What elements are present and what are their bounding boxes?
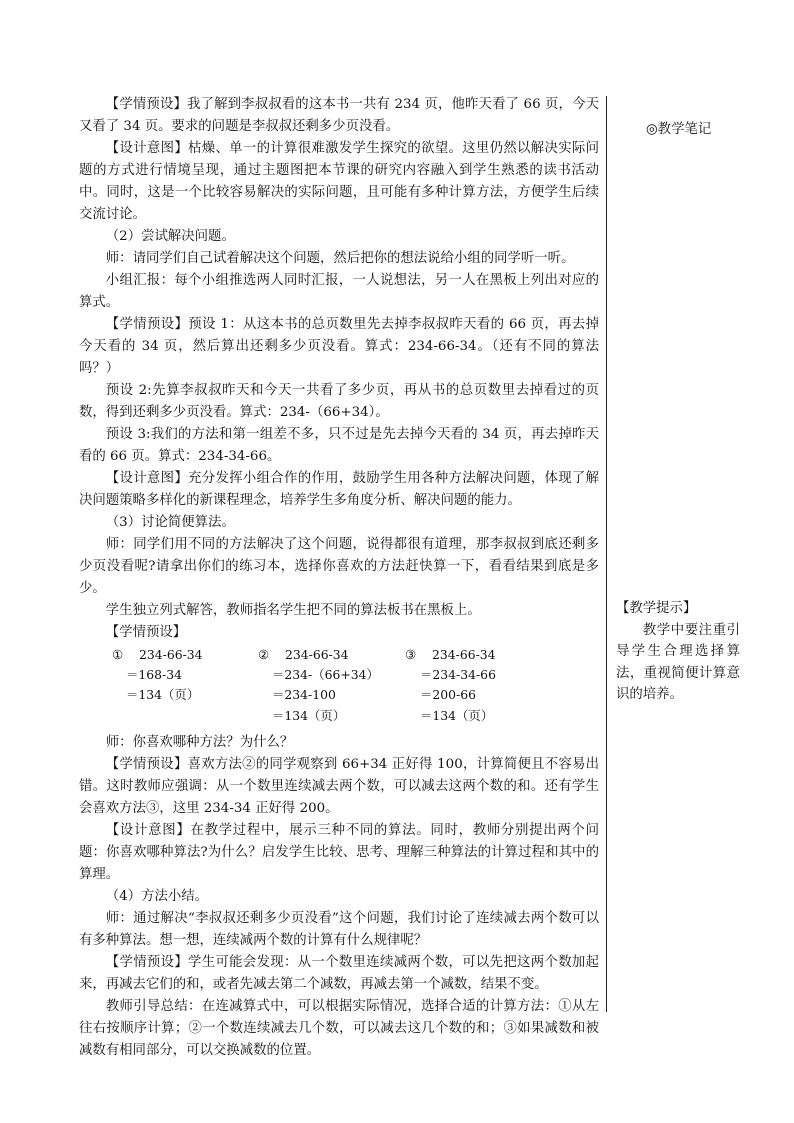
teaching-tip-title: 【教学提示】 <box>616 601 697 616</box>
method-3-step-3: ＝134（页） <box>420 708 494 723</box>
section-heading-3: （3）讨论简便算法。 <box>105 515 235 530</box>
column-divider <box>606 96 607 1012</box>
section-heading-4: （4）方法小结。 <box>105 889 209 904</box>
method-1-step-2: ＝134（页） <box>126 687 200 702</box>
paragraph-design-intent-2: 【设计意图】充分发挥小组合作的作用，鼓励学生用各种方法解决问题，体现了解决问题策略多样化的新课程理念，培养学生多角度分析、解决问题的能力。 <box>79 471 599 508</box>
method-3-expression: 234-66-34 <box>432 647 496 662</box>
paragraph-teacher-ask-preference: 师：你喜欢哪种方法？为什么？ <box>105 735 294 750</box>
section-heading-2: （2）尝试解决问题。 <box>105 229 235 244</box>
teaching-tip-text: 教学中要注重引导学生合理选择算法，重视简便计算意识的培养。 <box>616 622 740 702</box>
method-1-expression: 234-66-34 <box>139 647 203 662</box>
paragraph-student-solve: 学生独立列式解答，教师指名学生把不同的算法板书在黑板上。 <box>105 603 481 618</box>
paragraph-teacher-question: 师：同学们用不同的方法解决了这个问题，说得都很有道理，那李叔叔到底还剩多少页没看呢?请拿出你们的练习本，选择你喜欢的方法赶快算一下，看看结果到底是多少。 <box>79 537 599 596</box>
teaching-tip-box <box>616 598 740 706</box>
paragraph-student-preview-3: 【学情预设】学生可能会发现：从一个数里连续减两个数，可以先把这两个数加起来，再减去它们的和，或者先减去第二个减数，再减去第一个减数，结果不变。 <box>79 955 599 992</box>
paragraph-teacher-summary-question: 师：通过解决“李叔叔还剩多少页没看”这个问题，我们讨论了连续减去两个数可以有多种算法。想一想，连续减两个数的计算有什么规律呢？ <box>79 911 599 948</box>
lesson-body <box>79 94 599 1062</box>
method-3-step-1: ＝234-34-66 <box>420 667 496 682</box>
paragraph-group-report: 小组汇报：每个小组推选两人同时汇报，一人说想法，另一人在黑板上列出对应的算式。 <box>79 273 599 310</box>
paragraph-teacher-summary: 教师引导总结：在连减算式中，可以根据实际情况，选择合适的计算方法：①从左往右按顺序计算；②一个数连续减去几个数，可以减去这几个数的和；③如果减数和被减数有相同部分，可以交换减数的位置。 <box>79 999 599 1058</box>
calculation-methods <box>79 644 599 732</box>
method-3-step-2: ＝200-66 <box>420 687 476 702</box>
method-3-number: ③ <box>405 647 417 662</box>
method-2-expression: 234-66-34 <box>285 647 349 662</box>
teaching-notes-label: ◎教学笔记 <box>646 122 712 137</box>
method-2-step-2: ＝234-100 <box>272 687 336 702</box>
method-2-step-1: ＝234-（66+34） <box>272 667 379 682</box>
paragraph-student-preview-2: 【学情预设】喜欢方法②的同学观察到 66+34 正好得 100，计算简便且不容易出错。这时教师应强调：从一个数里连续减去两个数，可以减去这两个数的和。还有学生会喜欢方法③，这里 234-34 正好得 200。 <box>79 757 599 816</box>
method-2-step-3: ＝134（页） <box>272 708 346 723</box>
paragraph-teacher-prompt: 师：请同学们自己试着解决这个问题，然后把你的想法说给小组的同学听一听。 <box>105 251 575 266</box>
paragraph-student-preview-1: 【学情预设】我了解到李叔叔看的这本书一共有 234 页，他昨天看了 66 页，今天又看了 34 页。要求的问题是李叔叔还剩多少页没看。 <box>79 97 599 134</box>
method-2-number: ② <box>258 647 270 662</box>
method-1-number: ① <box>112 647 124 662</box>
method-1-step-1: ＝168-34 <box>126 667 182 682</box>
paragraph-design-intent-3: 【设计意图】在教学过程中，展示三种不同的算法。同时，教师分别提出两个问题：你喜欢哪种算法?为什么？启发学生比较、思考、理解三种算法的计算过程和其中的算理。 <box>79 823 599 882</box>
label-student-preview: 【学情预设】 <box>105 625 187 640</box>
paragraph-preset-2: 预设 2:先算李叔叔昨天和今天一共看了多少页，再从书的总页数里去掉看过的页数，得到还剩多少页没看。算式：234-（66+34）。 <box>79 383 599 420</box>
paragraph-preset-3: 预设 3:我们的方法和第一组差不多，只不过是先去掉今天看的 34 页，再去掉昨天看的 66 页。算式：234-34-66。 <box>79 427 599 464</box>
paragraph-design-intent-1: 【设计意图】枯燥、单一的计算很难激发学生探究的欲望。这里仍然以解决实际问题的方式进行情境呈现，通过主题图把本节课的研究内容融入到学生熟悉的读书活动中。同时，这是一个比较容易解决的实际问题，且可能有多种计算方法，方便学生后续交流讨论。 <box>79 141 599 222</box>
paragraph-preset-1: 【学情预设】预设 1：从这本书的总页数里先去掉李叔叔昨天看的 66 页，再去掉今天看的 34 页，然后算出还剩多少页没看。算式：234-66-34。（还有不同的算法吗？） <box>79 317 599 376</box>
